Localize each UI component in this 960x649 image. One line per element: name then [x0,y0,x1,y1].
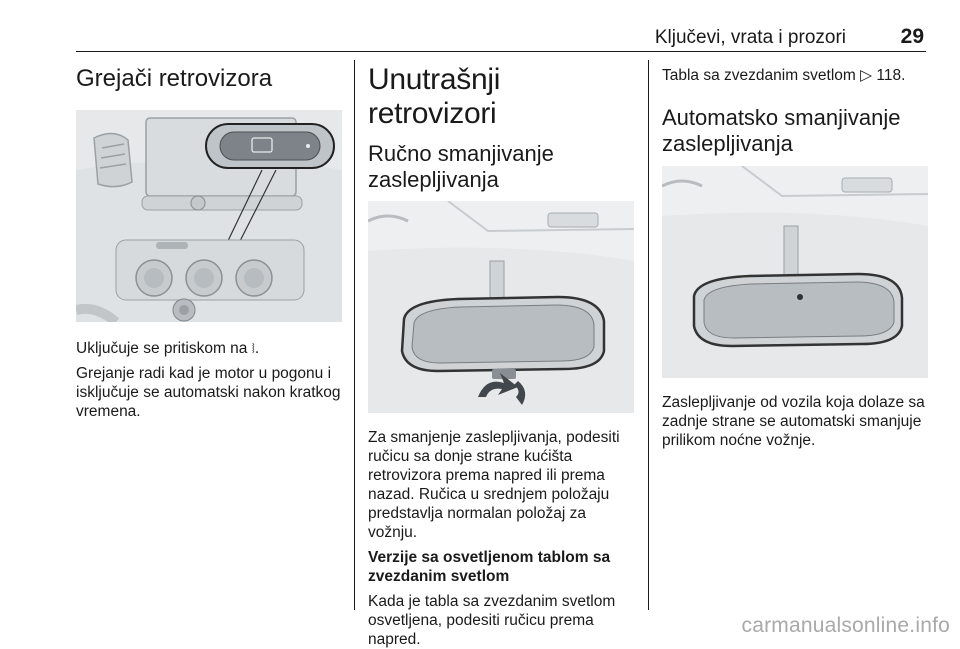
paragraph-manual-adjust: Za smanjenje zaslepljivanja, podesiti ručicu sa donje strane kućišta retrovizora prema napred ili prema nazad. Ručica u srednjem položaju predstavlja normalan položaj za vožnju. [368,429,620,541]
column-interior-mirrors [368,60,634,649]
column-divider-2 [648,60,649,610]
subheading-manual-antidazzle: Ručno smanjivanje zaslepljivanja [368,141,554,192]
column-automatic-antidazzle [662,60,928,450]
paragraph-automatic-antidazzle: Zaslepljivanje od vozila koja dolaze sa zadnje strane se automatski smanjuje prilikom noćne vožnje. [662,394,925,449]
page-header [76,25,926,52]
watermark: carmanualsonline.info [741,614,950,637]
paragraph-starlight-adjust: Kada je tabla sa zvezdanim svetlom osvetljena, podesiti ručicu prema napred. [368,593,616,648]
paragraph-starlight-reference [662,66,928,85]
text-starlight-reference: Tabla sa zvezdanim svetlom [662,67,861,84]
figure-automatic-mirror [662,166,928,378]
page-reference-icon: ▷ [860,67,873,84]
paragraph-heating-operation: Grejanje radi kad je motor u pogonu i isključuje se automatski nakon kratkog vremena. [76,365,341,420]
heading-starlight-version: Verzije sa osvetljenom tablom sa zvezdanim svetlom [368,549,611,585]
rear-window-heater-icon: ⧘ [251,340,255,357]
page-number: 29 [900,25,924,48]
figure-dashboard-heater-button [76,110,342,322]
heading-interior-mirrors: Unutrašnji retrovizori [368,63,501,130]
column-heated-mirrors [76,60,342,421]
paragraph-switch-on [76,339,342,358]
heading-heated-mirrors: Grejači retrovizora [76,65,273,92]
text-reference-page: 118. [872,67,906,84]
column-divider-1 [354,60,355,610]
text-switch-on: Uključuje se pritiskom na [76,340,252,357]
subheading-automatic-antidazzle: Automatsko smanjivanje zaslepljivanja [662,105,901,156]
figure-manual-mirror-lever [368,201,634,413]
section-title: Ključevi, vrata i prozori [654,27,846,48]
text-period: . [254,340,260,357]
